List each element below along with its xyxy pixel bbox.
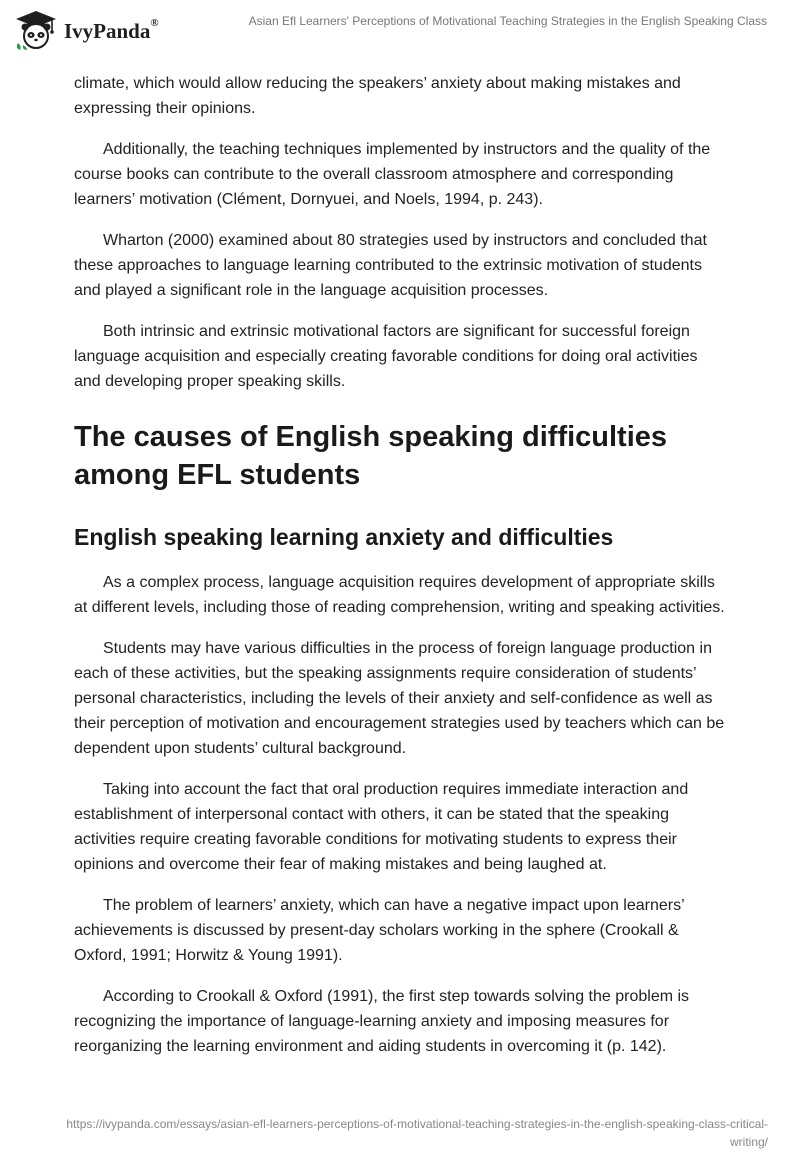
source-url[interactable]: https://ivypanda.com/essays/asian-efl-learners-perceptions-of-motivational-teaching-strategies-in-the-english-speaking-class-critical-writing/: [66, 1117, 768, 1149]
paragraph-2: Additionally, the teaching techniques implemented by instructors and the quality of the course books can contribute to the overall classroom atmosphere and corresponding learners’ motivation (Clément, Dornyuei, and Noels, 1994, p. 243).: [74, 141, 711, 208]
article-body: [74, 71, 728, 1075]
registered-mark: ®: [150, 16, 159, 29]
paragraph-1: climate, which would allow reducing the speakers’ anxiety about making mistakes and expressing their opinions.: [74, 75, 681, 117]
paragraph-4: Both intrinsic and extrinsic motivational factors are significant for successful foreign language acquisition and especially creating favorable conditions for doing oral activities and developing proper speaking skills.: [74, 323, 698, 390]
paragraph-8: The problem of learners’ anxiety, which can have a negative impact upon learners’ achievements is discussed by present-day scholars working in the sphere (Crookall & Oxford, 1991; Horwitz & Young 1991).: [74, 897, 685, 964]
document-title: Asian Efl Learners' Perceptions of Motivational Teaching Strategies in the English Speaking Class: [248, 14, 767, 28]
paragraph-9: According to Crookall & Oxford (1991), the first step towards solving the problem is recognizing the importance of language-learning anxiety and imposing measures for reorganizing the learning environment and aiding students in overcoming it (p. 142).: [74, 988, 690, 1055]
paragraph-3: Wharton (2000) examined about 80 strategies used by instructors and concluded that these approaches to language learning contributed to the extrinsic motivation of students and played a significant role in the language acquisition processes.: [74, 232, 707, 299]
panda-graduation-cap-icon: [14, 9, 58, 51]
paragraph-7: Taking into account the fact that oral production requires immediate interaction and establishment of interpersonal contact with others, it can be stated that the speaking activities require creating favorable conditions for motivating students to express their opinions and overcome their fear of making mistakes and being laughed at.: [74, 781, 689, 873]
page-header: [0, 0, 800, 64]
section-heading: The causes of English speaking difficulties among EFL students: [74, 421, 668, 491]
logo-text: IvyPanda®: [64, 16, 159, 43]
paragraph-6: Students may have various difficulties in the process of foreign language production in each of these activities, but the speaking assignments require consideration of students’ personal characteristics, including the levels of their anxiety and self-confidence as well as their perception of motivation and encouragement strategies used by teachers which can be dependent upon students’ cultural background.: [74, 640, 725, 757]
ivypanda-logo[interactable]: [14, 9, 159, 51]
paragraph-5: As a complex process, language acquisition requires development of appropriate skills at different levels, including those of reading comprehension, writing and speaking activities.: [74, 574, 725, 616]
subsection-heading: English speaking learning anxiety and difficulties: [74, 524, 614, 550]
